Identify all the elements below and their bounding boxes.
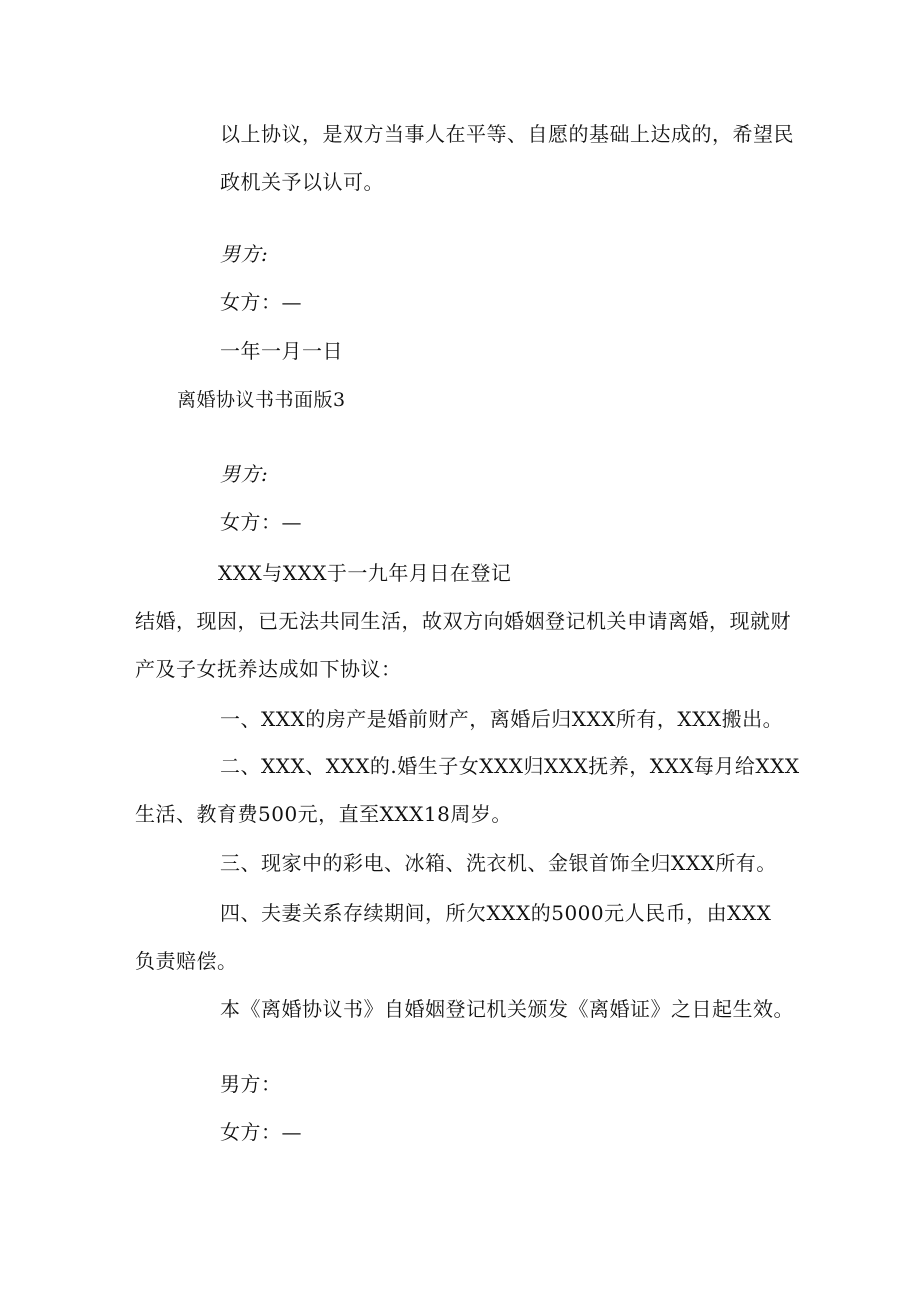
preamble-line-2: 结婚，现因，已无法共同生活，故双方向婚姻登记机关申请离婚，现就财 (135, 609, 791, 633)
preamble-line-3: 产及子女抚养达成如下协议： (135, 657, 402, 681)
clause-3: 三、现家中的彩电、冰箱、洗衣机、金银首饰全归XXX所有。 (220, 851, 777, 875)
effective-clause: 本《离婚协议书》自婚姻登记机关颁发《离婚证》之日起生效。 (220, 997, 794, 1021)
preamble-line-1: XXX与XXX于一九年月日在登记 (218, 561, 512, 585)
intro-line-2: 政机关予以认可。 (220, 170, 384, 194)
clause-2-line-2: 生活、教育费500元，直至XXX18周岁。 (135, 802, 512, 826)
signature-date: 一年一月一日 (220, 339, 343, 363)
signature-male-2: 男方: (220, 462, 269, 486)
intro-line-1: 以上协议，是双方当事人在平等、自愿的基础上达成的，希望民 (220, 122, 794, 146)
signature-male-1: 男方: (220, 242, 269, 266)
signature-female-3: 女方：— (220, 1120, 302, 1144)
clause-2-line-1: 二、XXX、XXX的.婚生子女XXX归XXX抚养，XXX每月给XXX (220, 754, 800, 778)
section-title: 离婚协议书书面版3 (177, 389, 346, 411)
signature-female-1: 女方：— (220, 290, 302, 314)
clause-1: 一、XXX的房产是婚前财产，离婚后归XXX所有，XXX搬出。 (220, 707, 784, 731)
clause-4-line-2: 负责赔偿。 (135, 949, 238, 973)
signature-female-2: 女方：— (220, 510, 302, 534)
signature-male-3: 男方： (220, 1072, 282, 1096)
clause-4-line-1: 四、夫妻关系存续期间，所欠XXX的5000元人民币，由XXX (220, 901, 772, 925)
